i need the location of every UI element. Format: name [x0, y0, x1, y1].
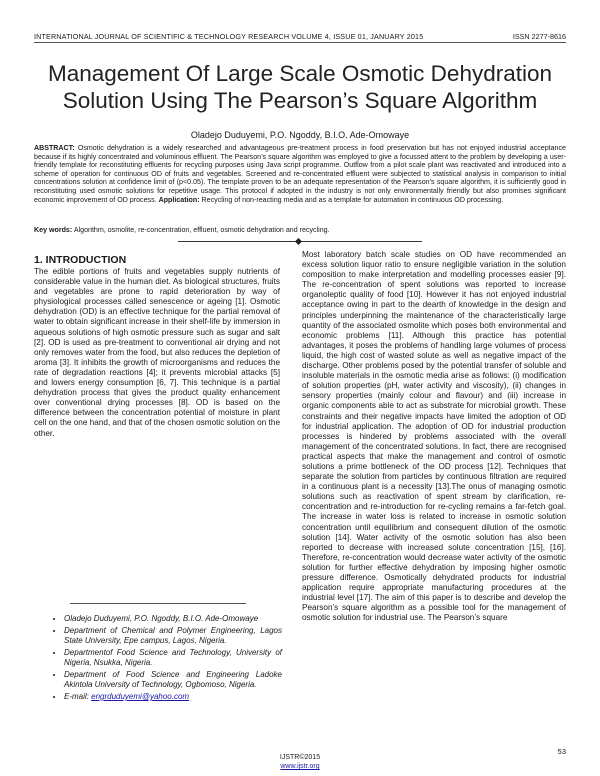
email-label: E-mail: [64, 692, 92, 701]
journal-header: INTERNATIONAL JOURNAL OF SCIENTIFIC & TECHNOLOGY RESEARCH VOLUME 4, ISSUE 01, JANUARY 2015 [34, 32, 424, 41]
keywords-label: Key words: [34, 226, 73, 234]
footer-website-link[interactable]: www.ijstr.org [280, 763, 320, 770]
section-heading-introduction: 1. INTRODUCTION [34, 254, 127, 266]
author-footnotes [50, 614, 282, 704]
title-line-1: Management Of Large Scale Osmotic Dehydration [48, 61, 552, 86]
left-column [34, 254, 280, 439]
diamond-icon [295, 237, 302, 244]
title-line-2: Solution Using The Pearson’s Square Algorithm [62, 88, 538, 113]
keywords [34, 226, 566, 234]
abstract-text: Osmotic dehydration is a widely researched and advantageous pre-treatment process in food preservation but has not enjoyed industrial acceptance because if its highly concentrated and voluminous effluent. The Pearson’s square algorithm was employed to give a focussed attent to the problem by developing a user-friendly template for reconstituting effluents for recycling purposes using Java script programme. Outflow from a pilot scale plant was reactivated and introduced into a scheme of operation for continuous OD of fruits and vegetables. Screened and re-concentrated effluent were subjected to statistical analysis in comparison to initial concentrations solution at confidence limit of (p<0.05). The template proven to be an adequate representation of the Pearson’s square algorithm, it is sufficiently good in reconstituting used osmotic solutions for repetitive usage. This protocol if adopted in the industry is not only environmentally friendly but also promises significant economic improvement of OD process. [34, 144, 566, 204]
page-number: 53 [557, 747, 566, 756]
application-text: Recycling of non-reacting media and as a template for automation in continuous OD processing. [199, 195, 504, 204]
header-divider [34, 42, 566, 43]
issn-label: ISSN 2277-8616 [512, 32, 566, 41]
footnote-divider [70, 603, 246, 604]
paper-title [34, 60, 566, 114]
intro-paragraph-right: Most laboratory batch scale studies on OD have recommended an excess solution liquor ratio to ensure negligible variation in the solution composition to make interpretation and modelling processes easier [9]. The re-concentration of spent solutions was reported to increase organoleptic quality of food [10]. However it has not enjoyed industrial acceptance owing in part to the dearth of knowledge in the design and principles underpinning the maintenance of the characteristically large quantity of the associated osmolite which poses both environmental and economic problems [11]. Although this practice has potential advantages, it poses the problems of handling large volumes of process liquid, the high cost of wasted solute as well as negative impact of the discharge. Other problems posed by the potential transfer of soluble and insoluble materials in the osmotic media arise as follows: (i) modification of solution properties (pH, water activity and viscosity), (ii) changes in sensory properties (mainly colour and flavour) and (iii) increase in organic components able to act as substrate for microbial growth. These constraints and their negative impacts have limited the adoption of OD for industrial application. The adoption of OD for industrial production processes is hindered by problems associated with the overall management of the concentrated solutions. In fact, there are recognised practical aspects that make the management and control of osmotic solutions a prime bottleneck of the OD process [12]. Techniques that separate the solution from particles by continuous filtration are required in a continuous plant is a necessity [13].The onus of managing osmotic solutions such as reactivation of spent stream by clarification, re-concentration and re-introduction for re-cycling remains a far-fetch goal. The increase in water loss is related to increase in osmotic solution concentration until equilibrium and consequent dilution of the osmotic solution [14]. Water activity of the osmotic solution has also been reported to decrease with increased solute concentration [15], [16]. Therefore, re-concentration would decrease water activity of the osmotic solution for further effective dehydration by imposing higher osmotic pressure difference. Osmotically dehydrated products for industrial application require appropriate manufacturing procedures at the industrial level [17]. The aim of this paper is to describe and develop the Pearson’s square algorithm as a possible tool for the management of osmotic solution for industrial use. The Pearson’s square [302, 250, 566, 623]
author-list: Oladejo Duduyemi, P.O. Ngoddy, B.I.O. Ade-Omowaye [190, 130, 410, 140]
intro-paragraph-left: The edible portions of fruits and vegetables supply nutrients of considerable value in the human diet. As biological structures, fruits and vegetables are prone to rapid deterioration by way of physiological processes called senescence or ageing [1]. Osmotic dehydration (OD) is an effective technique for the partial removal of water to obtain significant increase in their shelf-life by immersion in aqueous solutions of high osmotic pressure such as sugar and salt [2]. OD is used as pre-treatment to conventional air drying and not only removes water from the food, but also reduces the depletion of aroma [3]. It inhibits the growth of microorganisms and reduces the rate of degradation reactions [4]; it prevents microbial attacks [5] and lowers energy consumption [6, 7]. This technique is a partial dehydration process that gives the product quality enhancement over conventional drying processes [8]. OD is based on the difference between the concentration potential of moisture in plant cell on the one hand, and that of the chosen osmotic solution on the other. [34, 267, 280, 438]
footnote-item: • Oladejo Duduyemi, P.O. Ngoddy, B.I.O. Ade-Omowaye [64, 614, 282, 624]
footer-copyright: IJSTR©2015 [279, 754, 321, 761]
abstract [34, 144, 566, 204]
keywords-text: Algorithm, osmolite, re-concentration, effluent, osmotic dehydration and recycling. [72, 226, 330, 234]
footnote-item: • Departmentof Food Science and Technology, University of Nigeria, Nsukka, Nigeria. [64, 648, 282, 668]
right-column [302, 250, 566, 623]
footnote-email [64, 692, 282, 702]
abstract-label: ABSTRACT: [34, 144, 75, 152]
email-link[interactable]: engrduduyemi@yahoo.com [91, 692, 190, 701]
footnote-item: • Department of Chemical and Polymer Engineering, Lagos State University, Epe campus, Lagos, Nigeria. [64, 626, 282, 646]
footnote-item: • Department of Food Science and Engineering Ladoke Akintola University of Technology, Ogbomoso, Nigeria. [64, 670, 282, 690]
section-divider [178, 238, 422, 245]
application-label: Application: [158, 195, 200, 204]
